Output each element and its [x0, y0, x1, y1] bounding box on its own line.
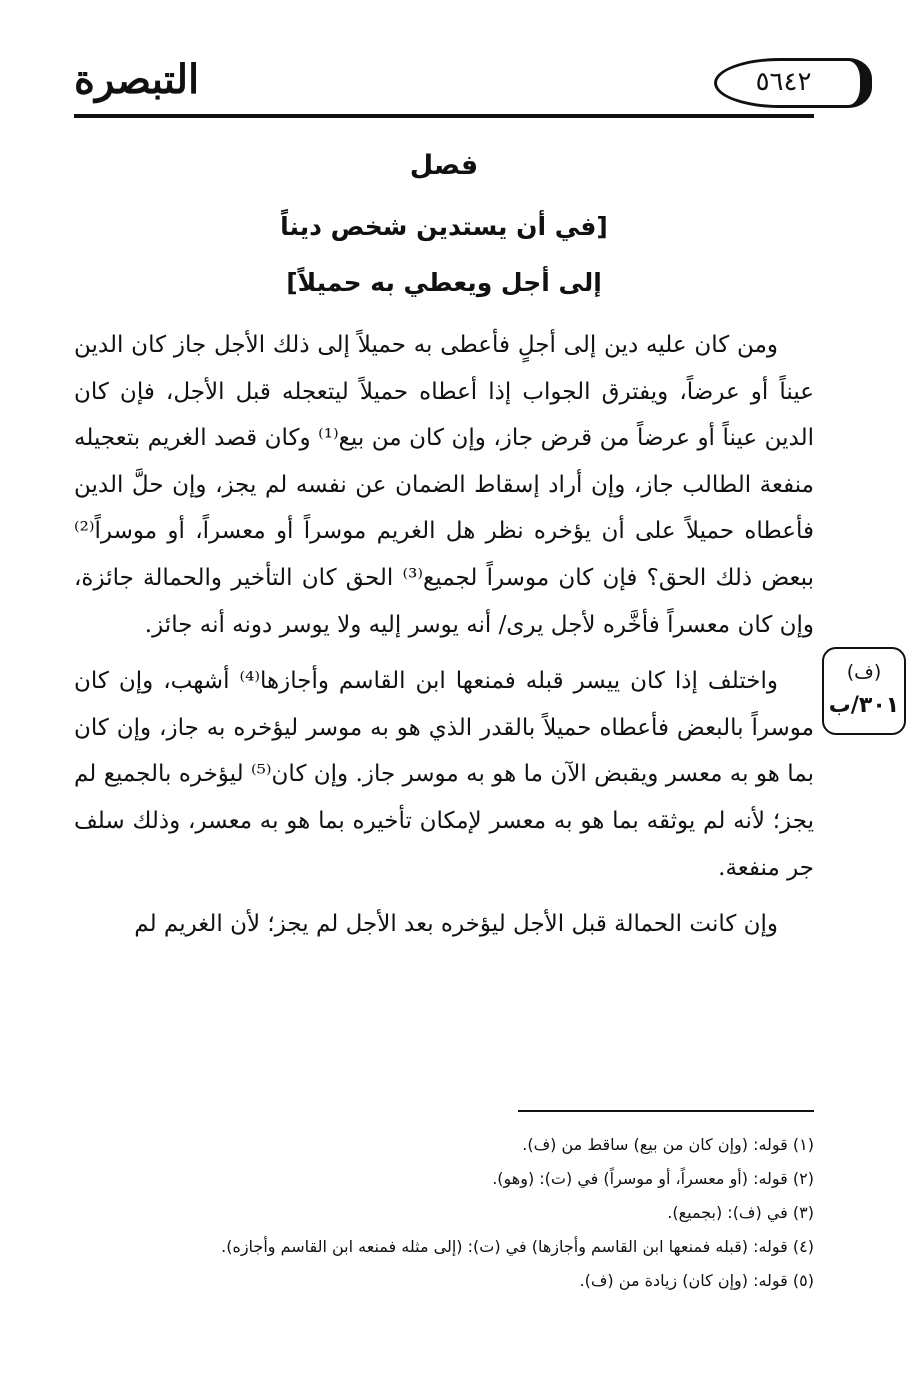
paragraph-2: واختلف إذا كان ييسر قبله فمنعها ابن القاسم وأجازها⁽⁴⁾ أشهب، وإن كان موسراً بالبعض فأعطاه حميلاً بالقدر الذي هو به موسر ليؤخره به جاز، وإن كان بما هو به معسر ويقبض الآن ما هو به موسر جاز. وإن كان⁽⁵⁾ ليؤخره بالجميع لم يجز؛ لأنه لم يوثقه بما هو به معسر لإمكان تأخيره بما هو به معسر، وذلك سلف جر منفعة. — [74, 668, 814, 881]
margin-note-folio: ٣٠١/ب — [828, 693, 900, 718]
footnote-5: (٥) قوله: (وإن كان) زيادة من (ف). — [579, 1271, 814, 1290]
footnote-4: (٤) قوله: (قبله فمنعها ابن القاسم وأجازها) في (ت): (إلى مثله فمنعه ابن القاسم وأجازه). — [221, 1237, 814, 1256]
page-number: ٥٦٤٢ — [755, 67, 812, 97]
section-label: فصل — [409, 150, 479, 181]
footnote-divider — [518, 1110, 814, 1112]
margin-note-source: (ف) — [846, 661, 882, 683]
page-number-badge — [714, 58, 872, 108]
footnotes — [74, 1128, 814, 1298]
section-title-line-1: [في أن يستدين شخص ديناً — [280, 212, 608, 241]
footnote-3: (٣) في (ف): (بجميع). — [667, 1203, 814, 1222]
manuscript-folio-note — [822, 647, 906, 735]
footnote-1: (١) قوله: (وإن كان من بيع) ساقط من (ف). — [522, 1135, 814, 1154]
footnote-2: (٢) قوله: (أو معسراً، أو موسراً) في (ت): (وهو). — [492, 1169, 814, 1188]
section-title-line-2: إلى أجل ويعطي به حميلاً] — [286, 268, 602, 297]
paragraph-1: ومن كان عليه دين إلى أجلٍ فأعطى به حميلاً إلى ذلك الأجل جاز كان الدين عيناً أو عرضاً، ويفترق الجواب إذا أعطاه حميلاً ليتعجله قبل الأجل، فإن كان الدين عيناً أو عرضاً من قرض جاز، وإن كان من بيع⁽¹⁾ وكان قصد الغريم بتعجيله منفعة الطالب جاز، وإن أراد إسقاط الضمان عن نفسه لم يجز، وإن حلَّ الدين فأعطاه حميلاً على أن يؤخره نظر هل الغريم موسراً أو معسراً، أو موسراً⁽²⁾ ببعض ذلك الحق؟ فإن كان موسراً لجميع⁽³⁾ الحق كان التأخير والحمالة جائزة، وإن كان معسراً فأخَّره لأجل يرى/ أنه يوسر إليه ولا يوسر دونه أنه جائز. — [74, 332, 814, 638]
book-title: التبصرة — [74, 56, 200, 103]
header-divider — [74, 114, 814, 118]
paragraph-3: وإن كانت الحمالة قبل الأجل ليؤخره بعد الأجل لم يجز؛ لأن الغريم لم — [134, 911, 778, 938]
page-header — [74, 48, 812, 120]
body-text — [74, 322, 814, 958]
